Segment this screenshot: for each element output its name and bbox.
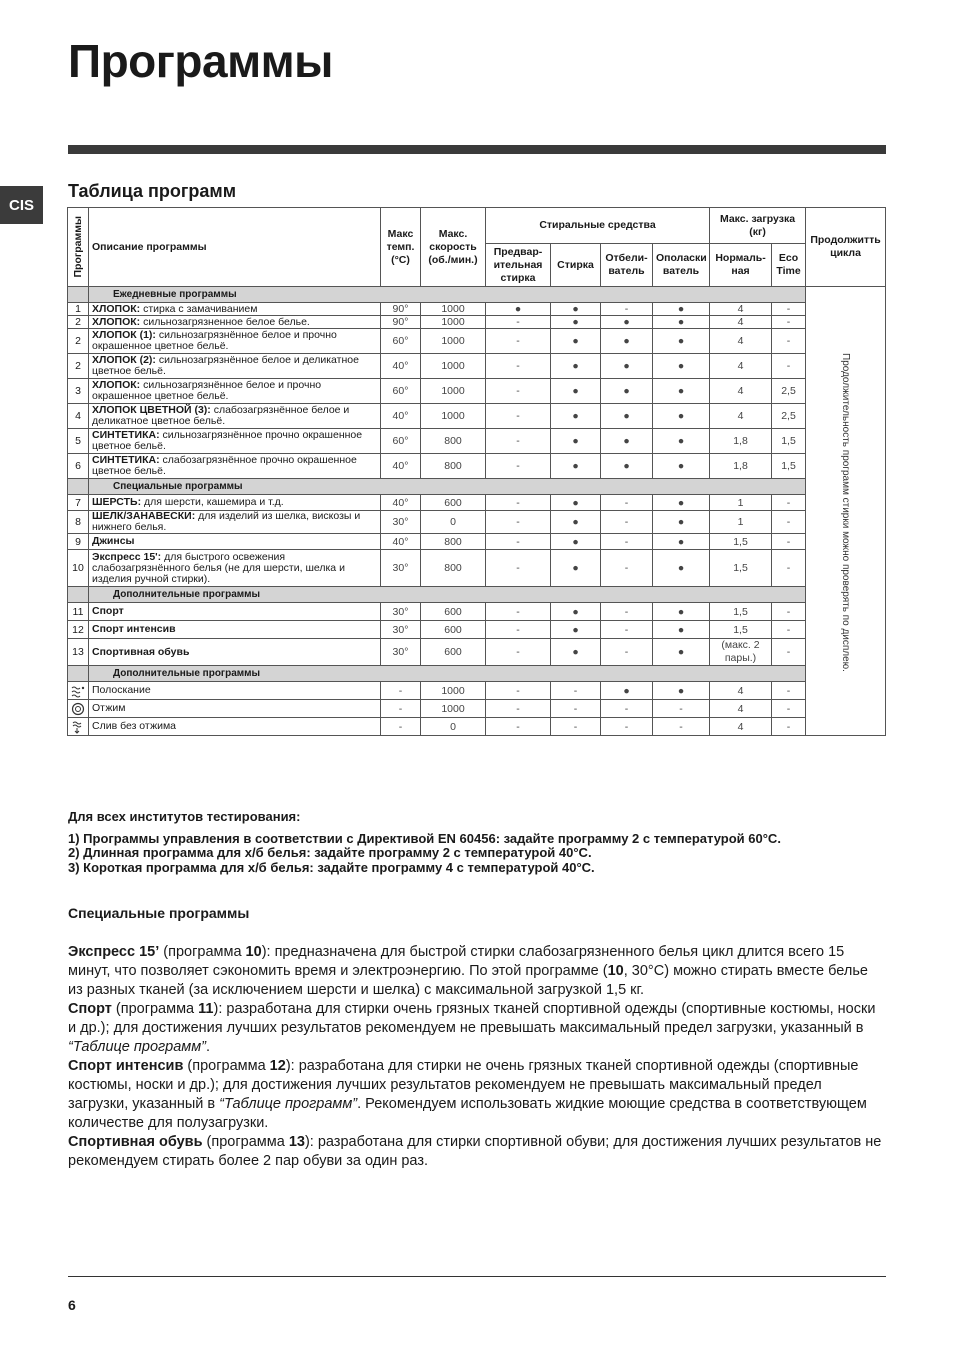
cell-eco: - — [772, 316, 806, 329]
program-detail: для быстрого освежения слабозагрязнённого белья (не для шерсти, шелка и изделия ручной стирки). — [92, 550, 345, 585]
col-max-load: Макс. загрузка (кг) — [710, 208, 806, 244]
cell-bleach: - — [601, 700, 653, 718]
cell-speed: 0 — [421, 511, 486, 534]
section-number-cell — [68, 587, 89, 603]
table-row — [68, 303, 886, 316]
col-normal-load: Нормаль- ная — [710, 244, 772, 287]
program-detail: Отжим — [92, 702, 126, 714]
cell-pre: - — [486, 682, 551, 700]
cell-temp: 60° — [381, 429, 421, 454]
paragraph-text: (программа — [159, 944, 246, 960]
cell-norm: 4 — [710, 379, 772, 404]
cell-pre: - — [486, 550, 551, 587]
program-description — [89, 621, 381, 639]
paragraph-text: . — [206, 1039, 211, 1055]
section-label: Дополнительные программы — [89, 587, 806, 603]
table-row — [68, 454, 886, 479]
testing-heading: Для всех институтов тестирования: — [68, 809, 301, 824]
program-description — [89, 329, 381, 354]
cell-bleach: ● — [601, 329, 653, 354]
table-row — [68, 639, 886, 666]
program-number: 2 — [68, 354, 89, 379]
cell-eco: - — [772, 682, 806, 700]
cell-pre: - — [486, 534, 551, 550]
cell-speed: 1000 — [421, 682, 486, 700]
program-description — [89, 316, 381, 329]
program-name: ХЛОПОК ЦВЕТНОЙ (3): — [92, 404, 211, 416]
program-detail: сильнозагрязненное белое белье. — [140, 315, 310, 328]
cell-pre: - — [486, 329, 551, 354]
language-tab: CIS — [0, 186, 43, 224]
cell-speed: 1000 — [421, 316, 486, 329]
title-rule — [68, 145, 886, 154]
table-section-row — [68, 587, 886, 603]
program-number: 7 — [68, 495, 89, 511]
table-row — [68, 404, 886, 429]
paragraph-text: ): разработана для стирки не очень грязных тканей спортивной одежды (спортивные костюмы, носки и др.); для достижения лучших результатов рекомендуем не превышать максимальный предел загрузки, указанный в — [68, 1058, 859, 1112]
section-number-cell — [68, 287, 89, 303]
cell-pre: - — [486, 603, 551, 621]
section-number-cell — [68, 479, 89, 495]
cell-speed: 800 — [421, 550, 486, 587]
cell-soft: ● — [653, 303, 710, 316]
cell-bleach: ● — [601, 429, 653, 454]
emphasis-text: 10 — [245, 944, 262, 960]
cell-norm: 1 — [710, 511, 772, 534]
section-label: Специальные программы — [89, 479, 806, 495]
table-row — [68, 495, 886, 511]
special-programs-heading: Специальные программы — [68, 905, 250, 921]
cell-norm: 4 — [710, 316, 772, 329]
cell-temp: 40° — [381, 495, 421, 511]
cell-wash: - — [551, 700, 601, 718]
cell-temp: 60° — [381, 329, 421, 354]
cell-norm: 4 — [710, 682, 772, 700]
cell-bleach: - — [601, 495, 653, 511]
cell-speed: 600 — [421, 603, 486, 621]
cell-temp: 30° — [381, 603, 421, 621]
cell-bleach: ● — [601, 404, 653, 429]
program-number: 3 — [68, 379, 89, 404]
cell-wash: - — [551, 682, 601, 700]
cell-pre: - — [486, 354, 551, 379]
cell-bleach: ● — [601, 682, 653, 700]
testing-notes — [68, 810, 898, 875]
special-programs-text — [68, 943, 886, 1171]
cell-norm: 1,8 — [710, 429, 772, 454]
program-name: СИНТЕТИКА: — [92, 454, 160, 466]
cell-speed: 1000 — [421, 303, 486, 316]
cell-bleach: - — [601, 550, 653, 587]
cell-temp: 40° — [381, 404, 421, 429]
paragraph-text: , 30°С) можно стирать вместе белье из разных тканей (за исключением шерсти и шелка) с максимальной загрузкой 1,5 кг. — [68, 963, 868, 998]
program-detail: для шерсти, кашемира и т.д. — [141, 496, 284, 508]
programs-table — [67, 207, 886, 736]
program-detail: слабозагрязнённое прочно окрашенное цветное бельё. — [92, 454, 357, 477]
paragraph-text: ): разработана для стирки очень грязных тканей спортивной одежды (спортивные костюмы, носки и др.); для достижения лучших результатов рекомендуем не превышать максимальный предел загрузки, указанный в — [68, 1001, 876, 1036]
cell-soft: ● — [653, 621, 710, 639]
cell-speed: 1000 — [421, 354, 486, 379]
cell-bleach: - — [601, 511, 653, 534]
col-programs: Программы — [68, 208, 89, 287]
program-name: ХЛОПОК: — [92, 315, 141, 328]
cell-temp: - — [381, 718, 421, 736]
special-program-paragraph — [68, 1133, 886, 1171]
cell-wash: ● — [551, 534, 601, 550]
cell-soft: ● — [653, 534, 710, 550]
cell-soft: ● — [653, 429, 710, 454]
program-description — [89, 534, 381, 550]
emphasis-text: 12 — [269, 1058, 286, 1074]
cell-wash: ● — [551, 429, 601, 454]
cell-pre: - — [486, 718, 551, 736]
cell-bleach: ● — [601, 454, 653, 479]
col-bleach: Отбели- ватель — [601, 244, 653, 287]
cell-pre: - — [486, 700, 551, 718]
paragraph-text: . Рекомендуем использовать жидкие моющие средства в соответствующем количестве для полузагрузки. — [68, 1096, 867, 1131]
footer-rule — [68, 1276, 886, 1277]
cell-norm: 1,5 — [710, 534, 772, 550]
testing-item: 2) Длинная программа для х/б белья: задайте программу 2 с температурой 40°C. — [68, 845, 592, 860]
duration-note: Продолжительность программ стирки можно проверять по дисплею. — [840, 353, 852, 672]
cell-speed: 1000 — [421, 404, 486, 429]
cell-eco: - — [772, 534, 806, 550]
page-number: 6 — [68, 1297, 76, 1313]
cell-soft: ● — [653, 495, 710, 511]
program-number: 6 — [68, 454, 89, 479]
cell-temp: 30° — [381, 621, 421, 639]
program-description — [89, 303, 381, 316]
cell-soft: ● — [653, 454, 710, 479]
cell-speed: 1000 — [421, 329, 486, 354]
cell-speed: 800 — [421, 429, 486, 454]
cell-pre: - — [486, 511, 551, 534]
table-section-row — [68, 287, 886, 303]
duration-note-cell — [806, 287, 886, 736]
table-row — [68, 511, 886, 534]
spin-icon — [68, 700, 89, 718]
drain-icon — [68, 718, 89, 736]
paragraph-text: ): разработана для стирки спортивной обуви; для достижения лучших результатов не рекомендуем стирать более 2 пар обуви за один раз. — [68, 1134, 882, 1169]
program-name: ШЕРСТЬ: — [92, 496, 142, 508]
testing-item: 3) Короткая программа для х/б белья: задайте программу 4 с температурой 40°C. — [68, 859, 595, 875]
cell-norm: 4 — [710, 303, 772, 316]
program-description — [89, 682, 381, 700]
table-row — [68, 429, 886, 454]
table-row — [68, 718, 886, 736]
program-name: ШЕЛК/ЗАНАВЕСКИ: — [92, 510, 196, 522]
section-label: Ежедневные программы — [89, 287, 806, 303]
program-number: 2 — [68, 316, 89, 329]
table-row — [68, 682, 886, 700]
cell-eco: - — [772, 603, 806, 621]
program-name: ХЛОПОК: — [92, 379, 141, 391]
cell-bleach: ● — [601, 379, 653, 404]
cell-pre: - — [486, 621, 551, 639]
cell-eco: - — [772, 511, 806, 534]
emphasis-text: Спорт интенсив — [68, 1058, 184, 1074]
cell-speed: 600 — [421, 639, 486, 666]
program-number: 4 — [68, 404, 89, 429]
italic-reference: “Таблице программ” — [68, 1039, 206, 1055]
cell-wash: ● — [551, 379, 601, 404]
cell-wash: ● — [551, 621, 601, 639]
program-number: 2 — [68, 329, 89, 354]
cell-temp: 90° — [381, 303, 421, 316]
cell-eco: 1,5 — [772, 429, 806, 454]
cell-soft: - — [653, 718, 710, 736]
col-description: Описание программы — [89, 208, 381, 287]
table-title: Таблица программ — [68, 181, 237, 201]
special-program-paragraph — [68, 943, 886, 1000]
cell-bleach: - — [601, 639, 653, 666]
col-max-temp: Макс темп. (°С) — [381, 208, 421, 287]
table-row — [68, 316, 886, 329]
cell-temp: 40° — [381, 354, 421, 379]
cell-wash: ● — [551, 511, 601, 534]
program-detail: слабозагрязнённое белое и деликатное цветное бельё. — [92, 404, 350, 427]
cell-wash: ● — [551, 354, 601, 379]
cell-temp: 90° — [381, 316, 421, 329]
col-wash: Стирка — [551, 244, 601, 287]
program-detail: сильнозагрязнённое белое и прочно окрашенное цветное бельё. — [92, 379, 322, 402]
cell-temp: - — [381, 700, 421, 718]
program-name: Спортивная обувь — [92, 645, 190, 658]
program-description — [89, 550, 381, 587]
col-softener: Ополаски ватель — [653, 244, 710, 287]
cell-norm: 1,5 — [710, 603, 772, 621]
cell-soft: ● — [653, 550, 710, 587]
paragraph-text: (программа — [183, 1058, 270, 1074]
col-max-speed: Макс. скорость (об./мин.) — [421, 208, 486, 287]
cell-bleach: - — [601, 603, 653, 621]
program-detail: сильнозагрязнённое белое и деликатное цветное бельё. — [92, 354, 359, 377]
cell-temp: - — [381, 682, 421, 700]
cell-pre: - — [486, 404, 551, 429]
table-section-row — [68, 479, 886, 495]
cell-speed: 800 — [421, 534, 486, 550]
table-row — [68, 603, 886, 621]
cell-speed: 600 — [421, 495, 486, 511]
program-detail: Полоскание — [92, 684, 151, 696]
cell-pre: ● — [486, 303, 551, 316]
cell-temp: 30° — [381, 639, 421, 666]
cell-pre: - — [486, 495, 551, 511]
cell-wash: ● — [551, 404, 601, 429]
cell-wash: ● — [551, 454, 601, 479]
program-detail: стирка с замачиванием — [140, 302, 258, 315]
program-number: 11 — [68, 603, 89, 621]
cell-norm: 4 — [710, 354, 772, 379]
program-description — [89, 495, 381, 511]
program-number: 9 — [68, 534, 89, 550]
cell-soft: ● — [653, 316, 710, 329]
program-detail: сильнозагрязнённое белое и прочно окрашенное цветное бельё. — [92, 329, 337, 352]
cell-norm: 4 — [710, 718, 772, 736]
cell-temp: 40° — [381, 454, 421, 479]
program-number: 5 — [68, 429, 89, 454]
cell-eco: 1,5 — [772, 454, 806, 479]
program-number: 12 — [68, 621, 89, 639]
program-name: ХЛОПОК (1): — [92, 329, 156, 341]
emphasis-text: Экспресс 15’ — [68, 944, 160, 960]
cell-soft: - — [653, 700, 710, 718]
cell-soft: ● — [653, 682, 710, 700]
cell-soft: ● — [653, 511, 710, 534]
program-name: Джинсы — [92, 535, 135, 547]
cell-wash: ● — [551, 550, 601, 587]
cell-speed: 800 — [421, 454, 486, 479]
cell-norm: 1,8 — [710, 454, 772, 479]
cell-bleach: ● — [601, 316, 653, 329]
program-description — [89, 511, 381, 534]
cell-eco: - — [772, 303, 806, 316]
table-row — [68, 550, 886, 587]
table-row — [68, 621, 886, 639]
cell-bleach: - — [601, 303, 653, 316]
program-name: ХЛОПОК (2): — [92, 354, 156, 366]
cell-eco: 2,5 — [772, 404, 806, 429]
cell-temp: 30° — [381, 550, 421, 587]
table-row — [68, 700, 886, 718]
table-row — [68, 329, 886, 354]
cell-soft: ● — [653, 603, 710, 621]
paragraph-text: (программа — [202, 1134, 289, 1150]
program-description — [89, 354, 381, 379]
cell-eco: - — [772, 329, 806, 354]
section-label: Дополнительные программы — [89, 666, 806, 682]
program-description — [89, 639, 381, 666]
cell-pre: - — [486, 316, 551, 329]
cell-norm: (макс. 2 пары.) — [710, 639, 772, 666]
cell-norm: 4 — [710, 404, 772, 429]
program-number: 13 — [68, 639, 89, 666]
col-prewash: Предвар- ительная стирка — [486, 244, 551, 287]
cell-temp: 40° — [381, 534, 421, 550]
cell-soft: ● — [653, 329, 710, 354]
cell-soft: ● — [653, 404, 710, 429]
cell-wash: ● — [551, 329, 601, 354]
cell-eco: - — [772, 718, 806, 736]
emphasis-text: Спортивная обувь — [68, 1134, 203, 1150]
cell-norm: 1,5 — [710, 550, 772, 587]
table-row — [68, 354, 886, 379]
program-description — [89, 379, 381, 404]
special-program-paragraph — [68, 1057, 886, 1133]
program-number: 8 — [68, 511, 89, 534]
cell-eco: 2,5 — [772, 379, 806, 404]
cell-speed: 600 — [421, 621, 486, 639]
program-detail: сильнозагрязнённое прочно окрашенное цветное бельё. — [92, 429, 363, 452]
cell-bleach: - — [601, 621, 653, 639]
program-number: 10 — [68, 550, 89, 587]
program-detail: Слив без отжима — [92, 720, 177, 732]
special-program-paragraph — [68, 1000, 886, 1057]
program-name: ХЛОПОК: — [92, 302, 141, 315]
section-number-cell — [68, 666, 89, 682]
cell-eco: - — [772, 495, 806, 511]
cell-bleach: - — [601, 718, 653, 736]
cell-wash: ● — [551, 495, 601, 511]
cell-wash: - — [551, 718, 601, 736]
program-description — [89, 700, 381, 718]
program-description — [89, 603, 381, 621]
col-duration: Продолжитть цикла — [806, 208, 886, 287]
table-row — [68, 379, 886, 404]
emphasis-text: 10 — [607, 963, 624, 979]
program-name: Спорт — [92, 605, 124, 617]
cell-wash: ● — [551, 639, 601, 666]
cell-bleach: ● — [601, 354, 653, 379]
emphasis-text: 11 — [198, 1001, 214, 1017]
cell-eco: - — [772, 639, 806, 666]
cell-wash: ● — [551, 316, 601, 329]
emphasis-text: 13 — [288, 1134, 305, 1150]
cell-speed: 0 — [421, 718, 486, 736]
program-name: СИНТЕТИКА: — [92, 429, 160, 441]
cell-norm: 4 — [710, 329, 772, 354]
cell-eco: - — [772, 621, 806, 639]
cell-temp: 60° — [381, 379, 421, 404]
cell-norm: 1,5 — [710, 621, 772, 639]
program-name: Экспресс 15': — [92, 550, 162, 563]
program-description — [89, 404, 381, 429]
cell-pre: - — [486, 429, 551, 454]
cell-pre: - — [486, 454, 551, 479]
cell-soft: ● — [653, 639, 710, 666]
cell-eco: - — [772, 700, 806, 718]
cell-norm: 1 — [710, 495, 772, 511]
cell-speed: 1000 — [421, 700, 486, 718]
cell-speed: 1000 — [421, 379, 486, 404]
cell-wash: ● — [551, 603, 601, 621]
program-name: Спорт интенсив — [92, 623, 176, 635]
col-eco-time: Eco Time — [772, 244, 806, 287]
cell-soft: ● — [653, 354, 710, 379]
cell-pre: - — [486, 379, 551, 404]
cell-soft: ● — [653, 379, 710, 404]
cell-pre: - — [486, 639, 551, 666]
cell-wash: ● — [551, 303, 601, 316]
paragraph-text: ): предназначена для быстрой стирки слабозагрязненного белья цикл длится всего 15 минут, что позволяет сэкономить время и электроэнергию. По этой программе ( — [68, 944, 845, 979]
program-detail: для изделий из шелка, вискозы и нижнего белья. — [92, 510, 361, 533]
testing-item: 1) Программы управления в соответствии с Директивой EN 60456: задайте программу 2 с температурой 60°C. — [68, 830, 781, 846]
table-row — [68, 534, 886, 550]
rinse-icon — [68, 682, 89, 700]
emphasis-text: Спорт — [68, 1001, 112, 1017]
program-number: 1 — [68, 303, 89, 316]
paragraph-text: (программа — [111, 1001, 199, 1017]
cell-eco: - — [772, 550, 806, 587]
italic-reference: “Таблице программ” — [219, 1096, 358, 1112]
page-title: Программы — [68, 35, 333, 87]
table-section-row — [68, 666, 886, 682]
col-detergents: Стиральные средства — [486, 208, 710, 244]
cell-temp: 30° — [381, 511, 421, 534]
program-description — [89, 454, 381, 479]
program-description — [89, 429, 381, 454]
cell-norm: 4 — [710, 700, 772, 718]
cell-eco: - — [772, 354, 806, 379]
program-description — [89, 718, 381, 736]
cell-bleach: - — [601, 534, 653, 550]
